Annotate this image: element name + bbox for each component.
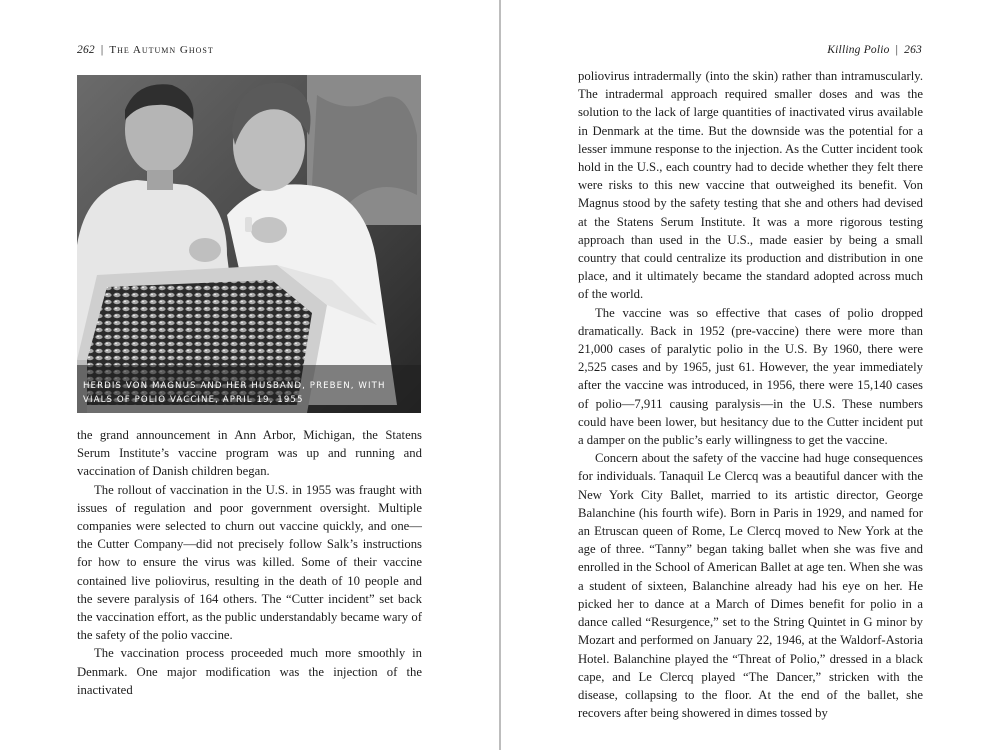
paragraph: The vaccine was so effective that cases of polio dropped dramatically. Back in 1952 (pre-vaccine) there were more than 21,000 cases of paralytic polio in the U.S. By 1960, there were 2,525 cases and by 1965, just 61. However, the year immediately after the vaccine was introduced, in 1956, there were 15,140 cases of polio—7,911 causing paralysis—in the U.S. These numbers could have been lower, but hesitancy due to the Cutter incident put a damper on the public’s early willingness to get the vaccine. bbox=[578, 305, 923, 448]
right-running-head bbox=[827, 44, 922, 56]
chapter-title: Killing Polio bbox=[827, 44, 890, 56]
book-title: The Autumn Ghost bbox=[109, 44, 214, 56]
left-page bbox=[0, 0, 499, 750]
paragraph: The rollout of vaccination in the U.S. in 1955 was fraught with issues of regulation and poor government oversight. Multiple companies were selected to churn out vaccine quickly, and one—the Cutter Company—did not precisely follow Salk’s instructions for how to ensure the virus was killed. Some of their vaccine contained live poliovirus, resulting in the death of 10 people and the severe paralysis of 164 others. The “Cutter incident” set back the vaccination effort, as the public understandably became wary of the safety of the polio vaccine. bbox=[77, 482, 422, 643]
archival-photo bbox=[77, 75, 421, 413]
paragraph: poliovirus intradermally (into the skin) rather than intramuscularly. The intradermal approach required smaller doses and was the solution to the lack of large quantities of inactivated virus available in Denmark at the time. But the downside was the potential for a lesser immune response to the injection. As the Cutter incident took hold in the U.S., each country had to decide whether they felt there were risks to this new vaccine that outweighed its benefit. Von Magnus stood by the safety testing that she and others had devised at the Statens Serum Institute. It was a more rigorous testing approach than used in the U.S., made easier by being a small country that could centralize its production and distribution in one place, and it ultimately became the standard adopted across much of the world. bbox=[578, 69, 923, 302]
paragraph: Concern about the safety of the vaccine had huge consequences for individuals. Tanaquil Le Clercq was a beautiful dancer with the New York City Ballet, married to its artistic director, George Balanchine (his fourth wife). Born in Paris in 1929, and named for an Etruscan queen of Rome, Le Clercq moved to New York at the age of three. “Tanny” began taking ballet when she was five and enrolled in the School of American Ballet at age ten. When she was a student of sixteen, Balanchine already had his eye on her. He picked her to dance at a March of Dimes benefit for polio in a dance called “Resurgence,” set to the String Quintet in G minor by Mozart and performed on January 22, 1946, at the Waldorf-Astoria Hotel. Balanchine played the “Threat of Polio,” dressed in a black cape, and Le Clercq played “The Dancer,” stricken with the disease, collapsing to the floor. At the end of the ballet, she recovers after being showered in dimes tossed by bbox=[578, 451, 923, 721]
right-page-number: 263 bbox=[904, 44, 922, 56]
running-head-separator: | bbox=[895, 44, 899, 56]
paragraph: the grand announcement in Ann Arbor, Michigan, the Statens Serum Institute’s vaccine program was up and running and vaccination of Danish children began. bbox=[77, 428, 422, 479]
running-head-separator: | bbox=[100, 44, 104, 56]
photo-caption: HERDIS VON MAGNUS AND HER HUSBAND, PREBEN, WITH VIALS OF POLIO VACCINE, APRIL 19, 1955 bbox=[83, 381, 386, 405]
photo-illustration bbox=[77, 75, 421, 413]
right-body-text bbox=[578, 67, 923, 722]
left-running-head bbox=[77, 44, 214, 56]
right-page bbox=[501, 0, 1000, 750]
paragraph: The vaccination process proceeded much more smoothly in Denmark. One major modification was the injection of the inactivated bbox=[77, 646, 422, 697]
left-page-number: 262 bbox=[77, 44, 95, 56]
left-body-text bbox=[77, 426, 422, 699]
